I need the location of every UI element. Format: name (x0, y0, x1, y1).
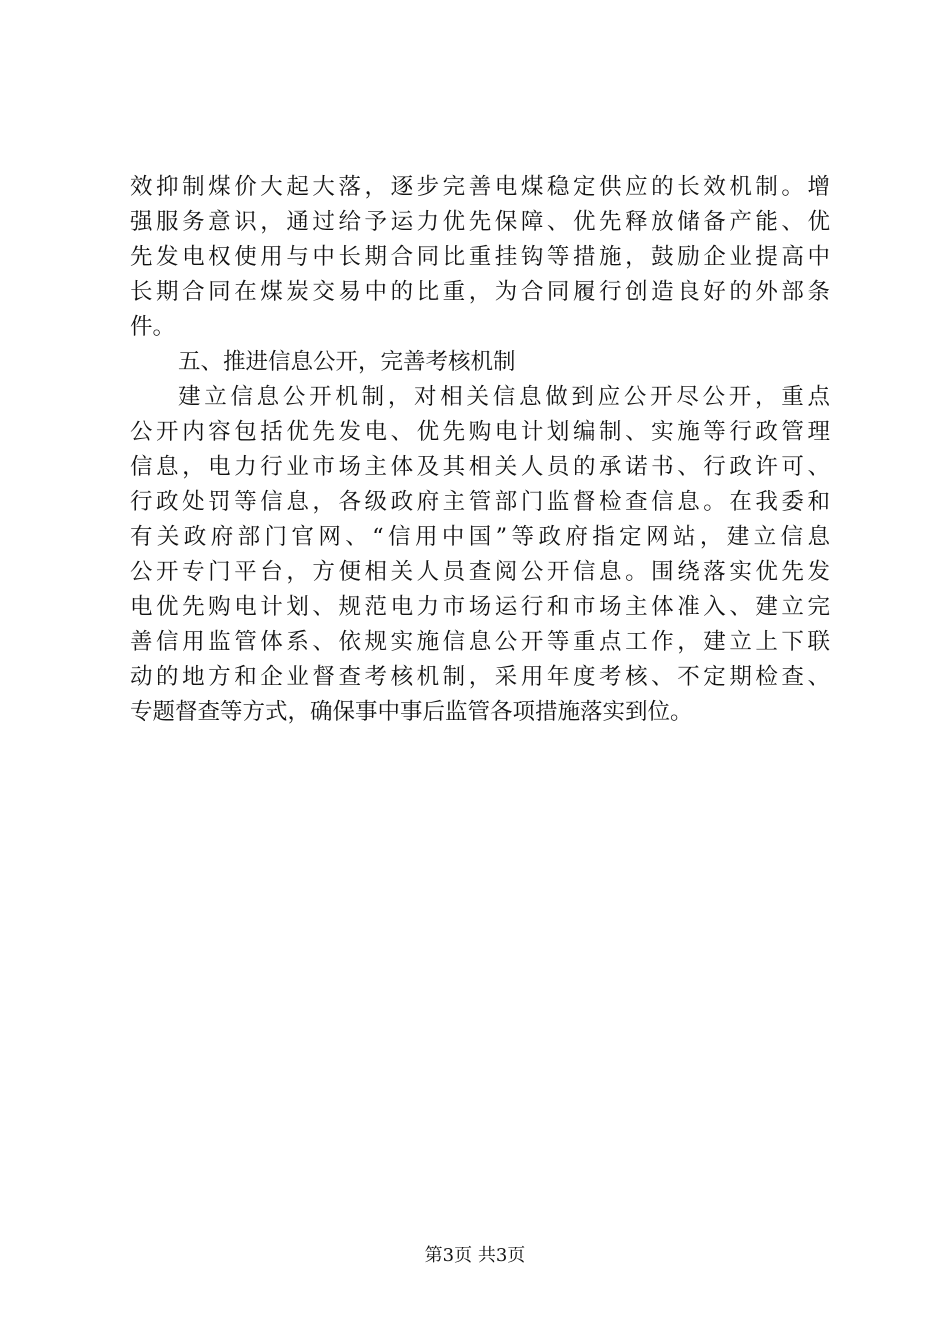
paragraph-line: 电优先购电计划、规范电力市场运行和市场主体准入、建立完 (130, 594, 830, 620)
page-footer (0, 1244, 950, 1268)
page-number: 第3页 共3页 (424, 1245, 526, 1266)
paragraph-information-disclosure (130, 380, 830, 730)
paragraph-line: 件。 (130, 314, 176, 340)
paragraph-line: 强服务意识，通过给予运力优先保障、优先释放储备产能、优 (130, 209, 830, 235)
paragraph-electricity-coal-supply (130, 170, 830, 345)
paragraph-line: 先发电权使用与中长期合同比重挂钩等措施，鼓励企业提高中 (130, 244, 830, 270)
paragraph-line: 公开内容包括优先发电、优先购电计划编制、实施等行政管理 (130, 419, 830, 445)
paragraph-line: 善信用监管体系、依规实施信息公开等重点工作，建立上下联 (130, 629, 830, 655)
paragraph-line: 信息，电力行业市场主体及其相关人员的承诺书、行政许可、 (130, 454, 830, 480)
paragraph-line: 长期合同在煤炭交易中的比重，为合同履行创造良好的外部条 (130, 279, 830, 305)
paragraph-line: 行政处罚等信息，各级政府主管部门监督检查信息。在我委和 (130, 489, 830, 515)
paragraph-line: 有关政府部门官网、“信用中国”等政府指定网站，建立信息 (130, 524, 830, 550)
paragraph-line: 公开专门平台，方便相关人员查阅公开信息。围绕落实优先发 (130, 559, 830, 585)
paragraph-line: 效抑制煤价大起大落，逐步完善电煤稳定供应的长效机制。增 (130, 174, 830, 200)
paragraph-line: 建立信息公开机制，对相关信息做到应公开尽公开，重点 (178, 384, 830, 410)
section-heading: 五、推进信息公开，完善考核机制 (178, 349, 516, 375)
document-body (130, 170, 830, 730)
paragraph-line: 动的地方和企业督查考核机制，采用年度考核、不定期检查、 (130, 664, 830, 690)
paragraph-line: 专题督查等方式，确保事中事后监管各项措施落实到位。 (130, 699, 693, 725)
